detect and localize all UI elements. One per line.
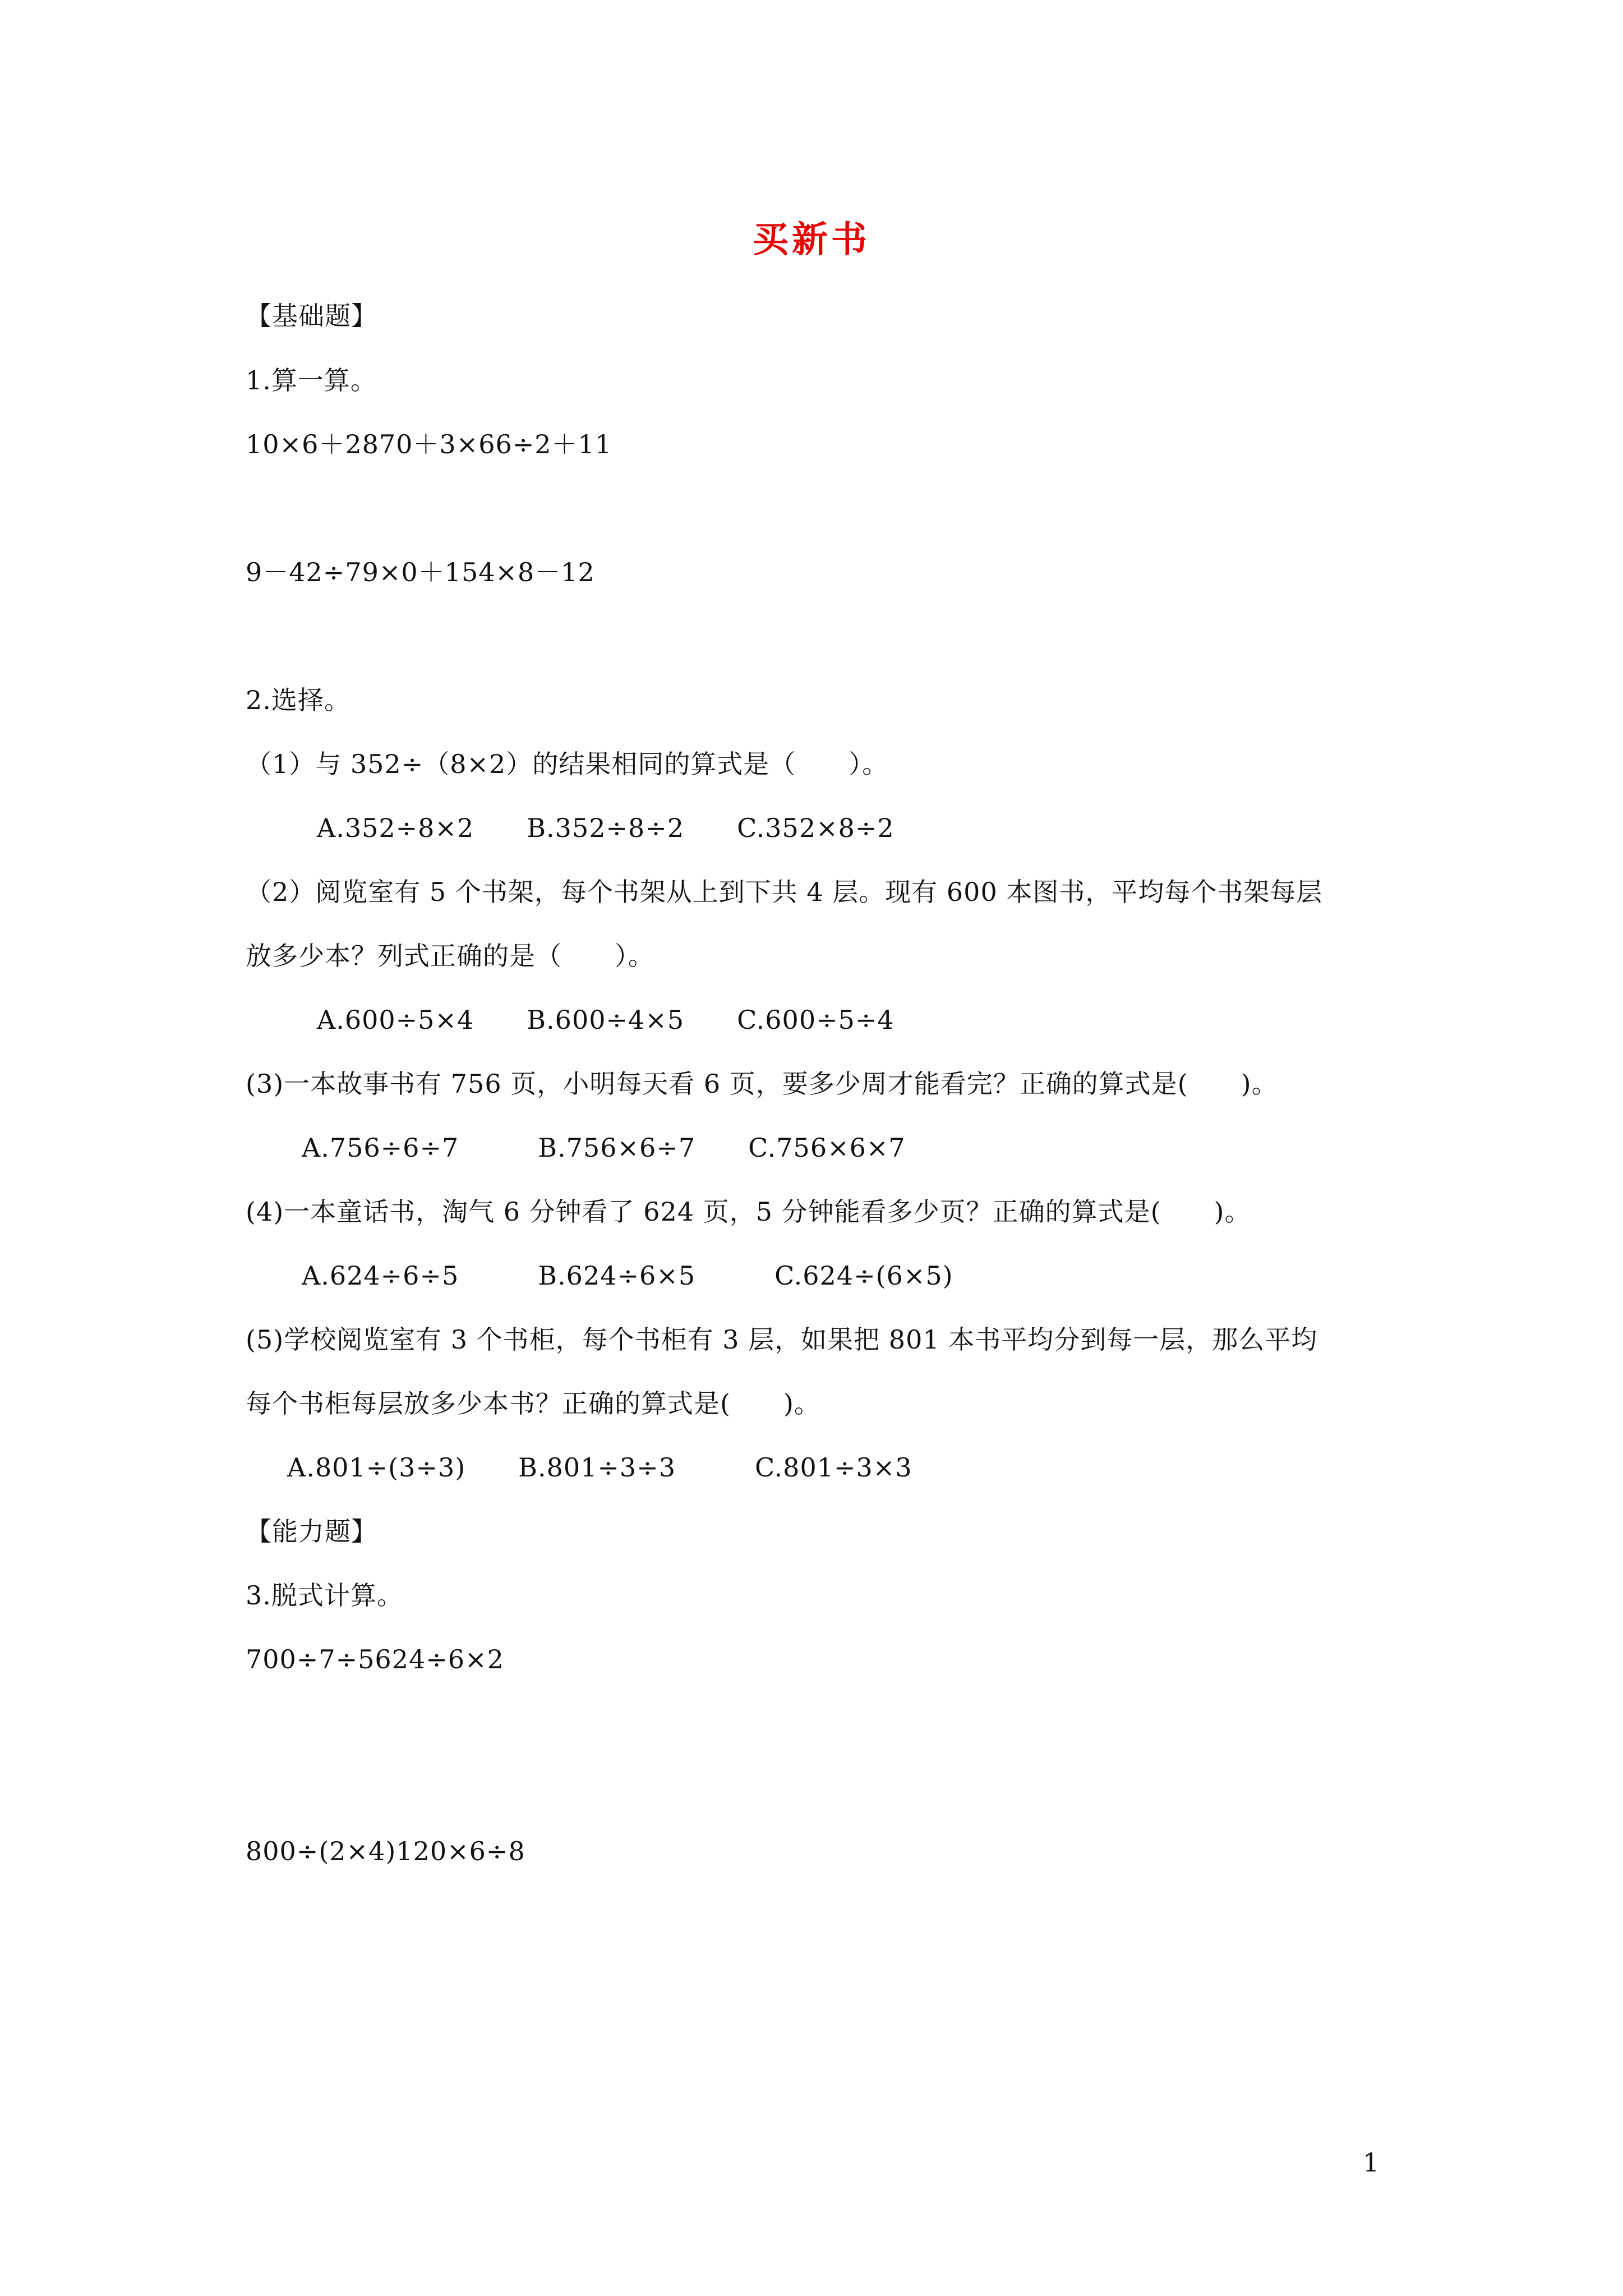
question-3-heading: 3.脱式计算。 [246,1580,403,1611]
question-2-3-options: A.756÷6÷7 B.756×6÷7 C.756×6×7 [302,1133,906,1163]
question-3-expression-2: 800÷(2×4)120×6÷8 [246,1836,525,1866]
question-2-1-options: A.352÷8×2 B.352÷8÷2 C.352×8÷2 [317,813,895,843]
question-2-3-stem: (3)一本故事书有 756 页，小明每天看 6 页，要多少周才能看完？正确的算式是( )。 [246,1069,1278,1099]
question-2-2-stem-line-2: 放多少本？列式正确的是（ ）。 [246,941,654,971]
section-ability-heading: 【能力题】 [246,1516,377,1547]
question-2-heading: 2.选择。 [246,685,351,715]
page-number: 1 [1363,2147,1380,2178]
question-1-expression-2: 9－42÷79×0＋154×8－12 [246,557,595,587]
question-2-2-options: A.600÷5×4 B.600÷4×5 C.600÷5÷4 [317,1005,895,1035]
question-1-expression-1: 10×6＋2870＋3×66÷2＋11 [246,429,612,459]
question-2-5-stem-line-2: 每个书柜每层放多少本书？正确的算式是( )。 [246,1388,820,1419]
question-2-5-options: A.801÷(3÷3) B.801÷3÷3 C.801÷3×3 [287,1452,912,1483]
question-3-expression-1: 700÷7÷5624÷6×2 [246,1644,504,1674]
question-2-2-stem-line-1: （2）阅览室有 5 个书架，每个书架从上到下共 4 层。现有 600 本图书，平均每个书架每层 [246,877,1323,907]
page-title: 买新书 [753,219,870,261]
question-2-4-stem: (4)一本童话书，淘气 6 分钟看了 624 页，5 分钟能看多少页？正确的算式是( )。 [246,1197,1251,1227]
question-2-1-stem: （1）与 352÷（8×2）的结果相同的算式是（ ）。 [246,749,889,779]
question-2-4-options: A.624÷6÷5 B.624÷6×5 C.624÷(6×5) [302,1260,953,1291]
question-1-heading: 1.算一算。 [246,365,377,395]
question-2-5-stem-line-1: (5)学校阅览室有 3 个书柜，每个书柜有 3 层，如果把 801 本书平均分到每一层，那么平均 [246,1324,1318,1355]
section-basic-heading: 【基础题】 [246,301,377,331]
